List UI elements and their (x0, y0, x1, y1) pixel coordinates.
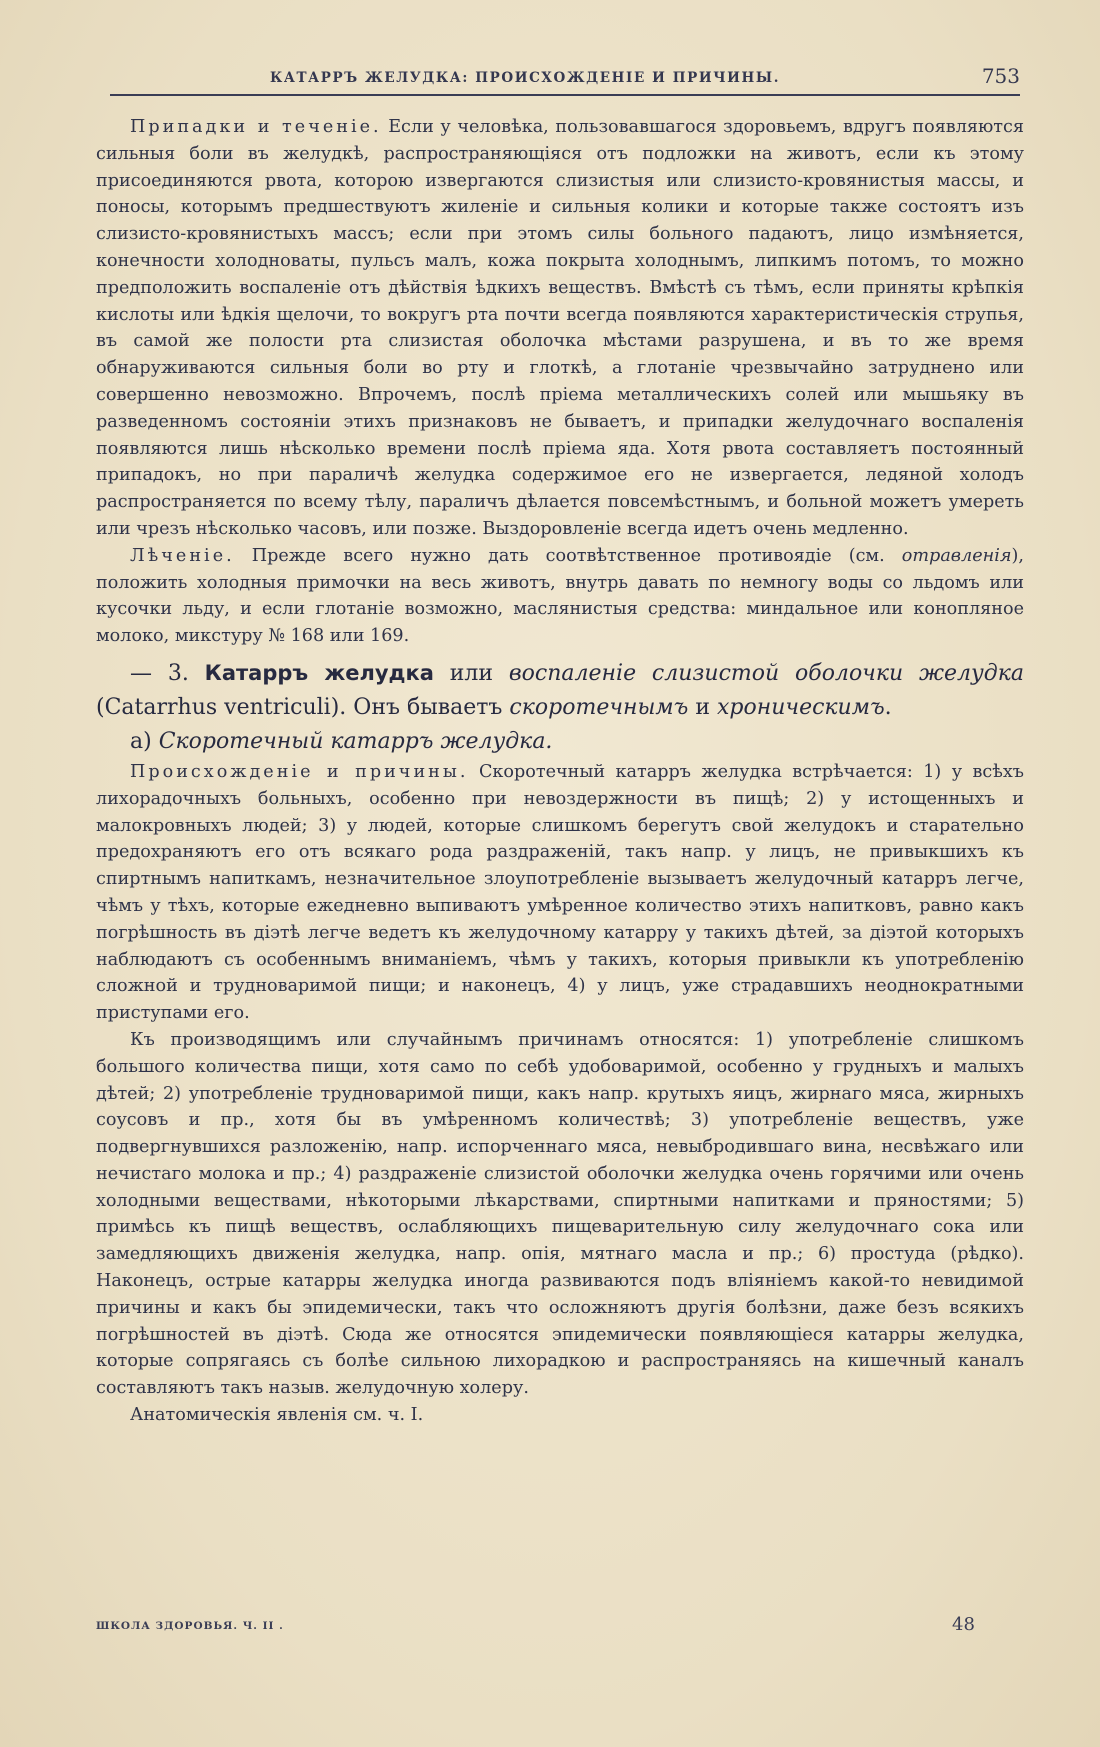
paragraph-label: Припадки и теченіе. (130, 117, 382, 137)
cross-reference: отравленія (901, 545, 1012, 566)
paragraph-treatment (96, 543, 1024, 650)
subsection-title: Скоротечный катарръ желудка. (158, 728, 553, 754)
paragraph-text: Скоротечный катарръ желудка встрѣчается: 1) у всѣхъ лихорадочныхъ больныхъ, особенно при невоздержности въ пищѣ; 2) у истощенныхъ и малокровныхъ людей; 3) у людей, которые слишкомъ берегутъ свой желудокъ и старательно предохраняютъ его отъ всякаго рода раздраженій, такъ напр. у лицъ, не привыкшихъ къ спиртнымъ напиткамъ, незначительное злоупотребленіе вызываетъ желудочный катарръ легче, чѣмъ у тѣхъ, которые ежедневно выпиваютъ умѣренное количество этихъ напитковъ, равно какъ погрѣшность въ діэтѣ легче ведетъ къ желудочному катарру у такихъ дѣтей, за діэтой которыхъ наблюдаютъ съ особеннымъ вниманіемъ, чѣмъ у такихъ, которыя привыкли къ употребленію сложной и трудноваримой пищи; и наконецъ, 4) у лицъ, уже страдавшихъ неоднократными приступами его. (96, 761, 1025, 1024)
section-chronic: хроническимъ (717, 694, 885, 720)
paragraph-text: ), положить холодныя примочки на весь животъ, внутрь давать по немногу воды со льдомъ или кусочки льду, и если глотаніе возможно, маслянистыя средства: миндальное или конопляное молоко, микстуру № 168 или 169. (96, 545, 1024, 647)
running-head: КАТАРРЪ ЖЕЛУДКА: ПРОИСХОЖДЕНІЕ И ПРИЧИНЫ. (269, 70, 781, 86)
section-title: Катарръ желудка (204, 660, 434, 685)
printer-signature: ШКОЛА ЗДОРОВЬЯ. Ч. II . (96, 1620, 284, 1632)
section-heading (96, 656, 1024, 725)
paragraph-symptoms (96, 114, 1024, 543)
section-acute: скоротечнымъ (509, 694, 689, 720)
section-connector: или (433, 660, 509, 686)
page-footer (96, 1616, 1020, 1646)
paragraph-text: Прежде всего нужно дать соотвѣтственное противоядіе (см. (234, 545, 902, 566)
section-alt-title: воспаленіе слизистой оболочки желудка (508, 660, 1024, 686)
page-body (96, 114, 1024, 1429)
section-latin-name: (Catarrhus ventriculi). (96, 694, 347, 720)
paragraph-label: Лѣченіе. (130, 545, 235, 566)
paragraph-anatomy: Анатомическія явленія см. ч. I. (130, 1405, 424, 1426)
section-connector: и (688, 694, 717, 720)
subsection-heading (96, 725, 1024, 759)
page-number: 753 (981, 64, 1020, 88)
paragraph-origin (96, 759, 1024, 1027)
paragraph-causes: Къ производящимъ или случайнымъ причинамъ относятся: 1) употребленіе слишкомъ большого количества пищи, хотя само по себѣ удобоваримой, особенно у грудныхъ и малыхъ дѣтей; 2) употребленіе трудноваримой пищи, какъ напр. крутыхъ яицъ, жирнаго мяса, жирныхъ соусовъ и пр., хотя бы въ умѣренномъ количествѣ; 3) употребленіе веществъ, уже подвергнувшихся разложенію, напр. испорченнаго мяса, невыбродившаго вина, несвѣжаго или нечистаго молока и пр.; 4) раздраженіе слизистой оболочки желудка очень горячими или очень холодными веществами, нѣкоторыми лѣкарствами, спиртными напитками и пряностями; 5) примѣсь къ пищѣ веществъ, ослабляющихъ пищеварительную силу желудочнаго сока или замедляющихъ движенія желудка, напр. опія, мятнаго масла и пр.; 6) простуда (рѣдко). Наконецъ, острые катарры желудка иногда развиваются подъ вліяніемъ какой-то невидимой причины и какъ бы эпидемически, такъ что осложняютъ другія болѣзни, даже безъ всякихъ погрѣшностей въ діэтѣ. Сюда же относятся эпидемически появляющіеся катарры желудка, которые сопрягаясь съ болѣе сильною лихорадкою и распространяясь на кишечный каналъ составляютъ такъ назыв. желудочную холеру. (96, 1029, 1024, 1399)
sheet-number: 48 (952, 1614, 975, 1635)
section-end: . (884, 694, 892, 720)
section-text: Онъ бываетъ (346, 694, 510, 720)
paragraph-label: Происхожденіе и причины. (130, 761, 469, 782)
subsection-marker: a) (130, 728, 152, 754)
page-header (110, 62, 1020, 96)
section-prefix: — 3. (130, 660, 189, 686)
paragraph-text: Если у человѣка, пользовавшагося здоровьемъ, вдругъ появляются сильныя боли въ желудкѣ, распространяющіяся отъ подложки на животъ, если къ этому присоединяются рвота, которою извергаются слизистыя или слизисто-кровянистыя массы, и поносы, которымъ предшествуютъ жиленіе и сильныя колики и которые также состоятъ изъ слизисто-кровянистыхъ массъ; если при этомъ силы больного падаютъ, лицо измѣняется, конечности холодноваты, пульсъ малъ, кожа покрыта холоднымъ, липкимъ потомъ, то можно предположить воспаленіе отъ дѣйствія ѣдкихъ веществъ. Вмѣстѣ съ тѣмъ, если приняты крѣпкія кислоты или ѣдкія щелочи, то вокругъ рта почти всегда появляются характеристическія струпья, въ самой же полости рта слизистая оболочка мѣстами разрушена, и въ то же время обнаруживаются сильныя боли во рту и глоткѣ, а глотаніе чрезвычайно затруднено или совершенно невозможно. Впрочемъ, послѣ пріема металлическихъ солей или мышьяку въ разведенномъ состояніи этихъ признаковъ не бываетъ, и припадки желудочнаго воспаленія появляются лишь нѣсколько времени послѣ пріема яда. Хотя рвота составляетъ постоянный припадокъ, но при параличѣ желудка содержимое его не извергается, ледяной холодъ распространяется по всему тѣлу, параличъ дѣлается повсемѣстнымъ, и больной можетъ умереть или чрезъ нѣсколько часовъ, или позже. Выздоровленіе всегда идетъ очень медленно. (96, 117, 1024, 539)
